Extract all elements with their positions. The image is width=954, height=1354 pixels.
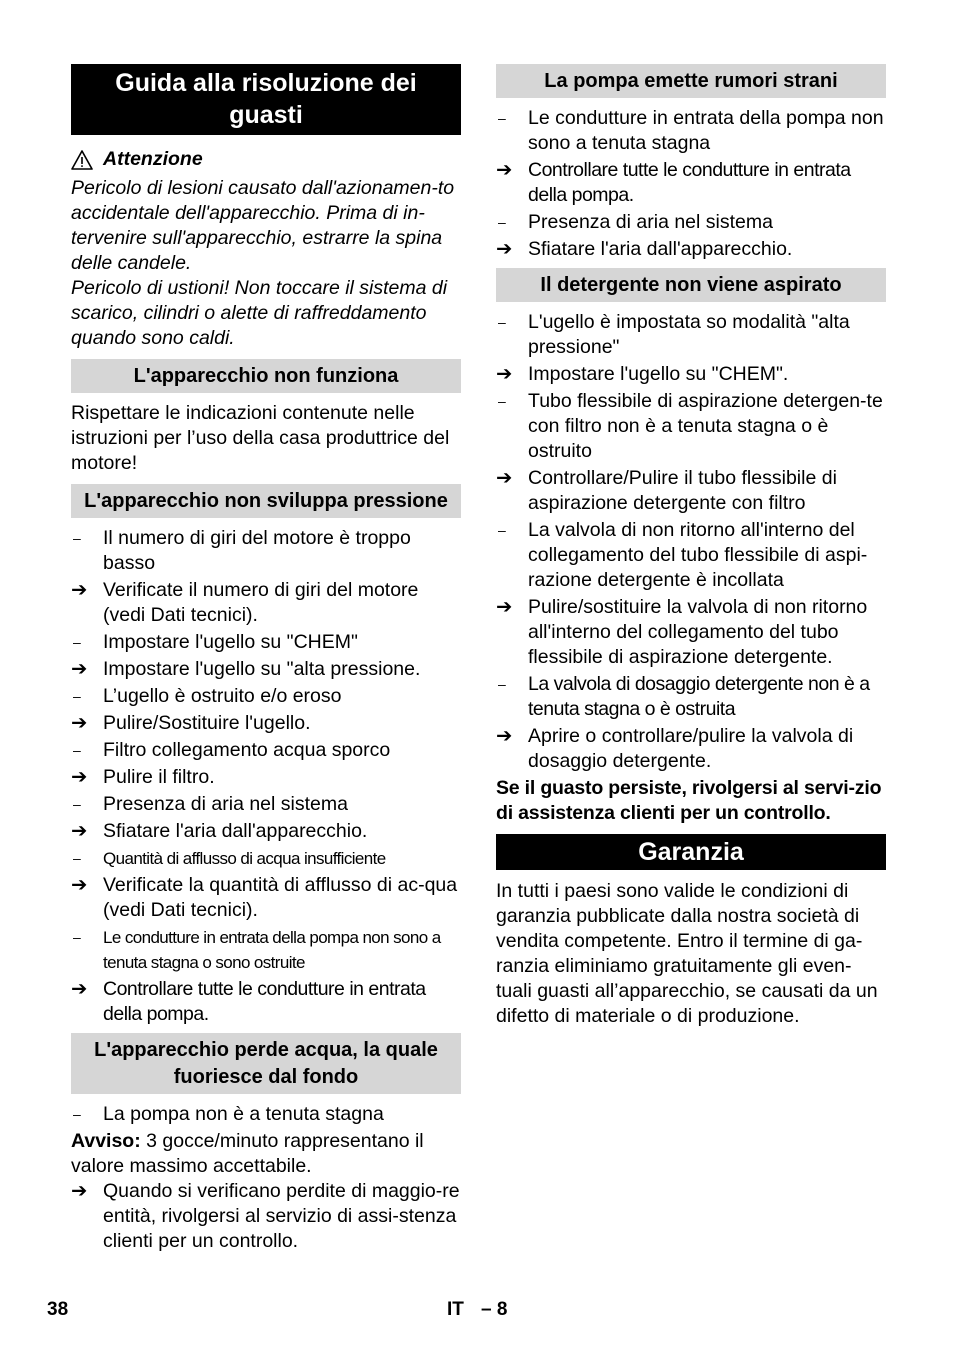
closing-note: Se il guasto persiste, rivolgersi al servi-zio di assistenza clienti per un controllo. [496,777,882,824]
dash-icon: – [73,929,81,945]
list-item: ➔ Quando si verificano perdite di maggio-re entità, rivolgersi al servizio di assi-stenza clienti per un controllo. [71,1180,460,1252]
section-heading-not-working: L'apparecchio non funziona [71,359,461,393]
dash-icon: – [73,530,81,546]
list-item: ➔ Verificate il numero di giri del motore (vedi Dati tecnici). [71,579,419,626]
note-paragraph [71,1129,461,1179]
list-item: – Quantità di afflusso di acqua insufficiente [71,846,461,871]
arrow-right-icon: ➔ [71,978,87,1000]
list-item: ➔ Sfiatare l'aria dall'apparecchio. [71,820,368,842]
water-leak-remedy-list [71,1179,461,1254]
dash-icon: – [498,110,506,126]
list-item: – Tubo flessibile di aspirazione detergen-te con filtro non è a tenuta stagna o è ostruito [498,390,883,462]
warning-text-burn: Pericolo di ustioni! Non toccare il sistema di scarico, cilindri o alette di raffreddamento quando sono caldi. [71,277,448,349]
language-code: IT [447,1299,464,1320]
arrow-right-icon: ➔ [496,596,513,618]
dash-icon: – [73,1106,81,1122]
warranty-text: In tutti i paesi sono valide le condizioni di garanzia pubblicate dalla nostra società di vendita competente. Entro il termine di ga-ranzia eliminiamo gratuitamente gli even-tuali guasti all’apparecchio, se causati da un difetto di materiale o di produzione. [496,880,878,1027]
section-heading-detergent: Il detergente non viene aspirato [496,268,886,302]
list-item: ➔ Controllare tutte le condutture in entrata della pompa. [496,159,851,206]
list-item: ➔ Verificate la quantità di afflusso di ac-qua (vedi Dati tecnici). [71,874,458,921]
list-item: – La valvola di non ritorno all'interno del collegamento del tubo flessibile di aspi-razione detergente è incollata [498,519,868,591]
page-number: 38 [47,1299,69,1320]
dash-icon: – [73,742,81,758]
list-item: ➔ Controllare tutte le condutture in entrata della pompa. [71,978,426,1025]
dash-icon: – [498,214,506,230]
section-heading-water-leak: L'apparecchio perde acqua, la quale fuoriesce dal fondo [71,1033,461,1094]
arrow-right-icon: ➔ [71,658,88,680]
detergent-list [496,310,886,774]
list-item: – L'ugello è impostata so modalità "alta pressione" [498,311,850,358]
dash-icon: – [73,688,81,704]
list-item: – Le condutture in entrata della pompa non sono a tenuta stagna [498,107,884,154]
list-item: ➔ Pulire il filtro. [71,766,215,788]
list-item: – La pompa non è a tenuta stagna [73,1103,384,1125]
list-item: ➔ Impostare l'ugello su "alta pressione. [71,658,421,680]
list-item: – Il numero di giri del motore è troppo basso [73,527,411,574]
list-item: – Presenza di aria nel sistema [498,211,773,233]
section-heading-no-pressure: L'apparecchio non sviluppa pressione [71,484,461,518]
left-column [71,64,461,1256]
arrow-right-icon: ➔ [71,712,88,734]
warning-triangle-icon [71,150,93,170]
note-text: 3 gocce/minuto rappresentano il valore massimo accettabile. [71,1130,424,1177]
dash-icon: – [73,850,81,866]
dash-icon: – [73,634,81,650]
list-item: – La valvola di dosaggio detergente non è a tenuta stagna o è ostruita [498,673,870,720]
arrow-right-icon: ➔ [496,467,513,489]
no-pressure-list [71,526,461,1027]
list-item: – Presenza di aria nel sistema [73,793,348,815]
arrow-right-icon: ➔ [496,238,513,260]
sub-page-number: – 8 [481,1299,508,1320]
list-item: – Filtro collegamento acqua sporco [73,739,391,761]
list-item: – L’ugello è ostruito e/o eroso [73,685,342,707]
arrow-right-icon: ➔ [71,766,88,788]
dash-icon: – [498,393,506,409]
dash-icon: – [498,314,506,330]
dash-icon: – [73,796,81,812]
list-item: ➔ Sfiatare l'aria dall'apparecchio. [496,238,793,260]
warning-text-injury: Pericolo di lesioni causato dall'azionamen-to accidentale dell'apparecchio. Prima di in-tervenire sull'apparecchio, estrarre la spina delle candele. [71,177,455,274]
section-heading-pump-noise: La pompa emette rumori strani [496,64,886,98]
arrow-right-icon: ➔ [71,579,88,601]
dash-icon: – [498,522,506,538]
list-item: – Impostare l'ugello su "CHEM" [73,631,358,653]
arrow-right-icon: ➔ [71,820,88,842]
list-item: ➔ Impostare l'ugello su "CHEM". [496,363,789,385]
list-item: ➔ Pulire/sostituire la valvola di non ritorno all'interno del collegamento del tubo flessibile di aspirazione detergente. [496,596,868,668]
arrow-right-icon: ➔ [496,725,513,747]
dash-icon: – [498,676,506,692]
section-text-not-working: Rispettare le indicazioni contenute nelle istruzioni per l’uso della casa produttrice del motore! [71,402,450,474]
pump-noise-list [496,106,886,262]
list-item: ➔ Controllare/Pulire il tubo flessibile di aspirazione detergente con filtro [496,467,837,514]
arrow-right-icon: ➔ [71,874,88,896]
right-column [496,64,886,1029]
arrow-right-icon: ➔ [496,159,512,181]
list-item: – Le condutture in entrata della pompa non sono a tenuta stagna o sono ostruite [71,925,461,975]
arrow-right-icon: ➔ [496,363,513,385]
page-title: Guida alla risoluzione dei guasti [71,64,461,135]
list-item: ➔ Pulire/Sostituire l'ugello. [71,712,311,734]
arrow-right-icon: ➔ [71,1180,88,1202]
list-item: ➔ Aprire o controllare/pulire la valvola di dosaggio detergente. [496,725,854,772]
warning-label: Attenzione [103,148,203,170]
water-leak-list [71,1102,461,1127]
note-label: Avviso: [71,1130,141,1152]
warranty-title: Garanzia [496,834,886,870]
warning-heading [71,147,461,172]
